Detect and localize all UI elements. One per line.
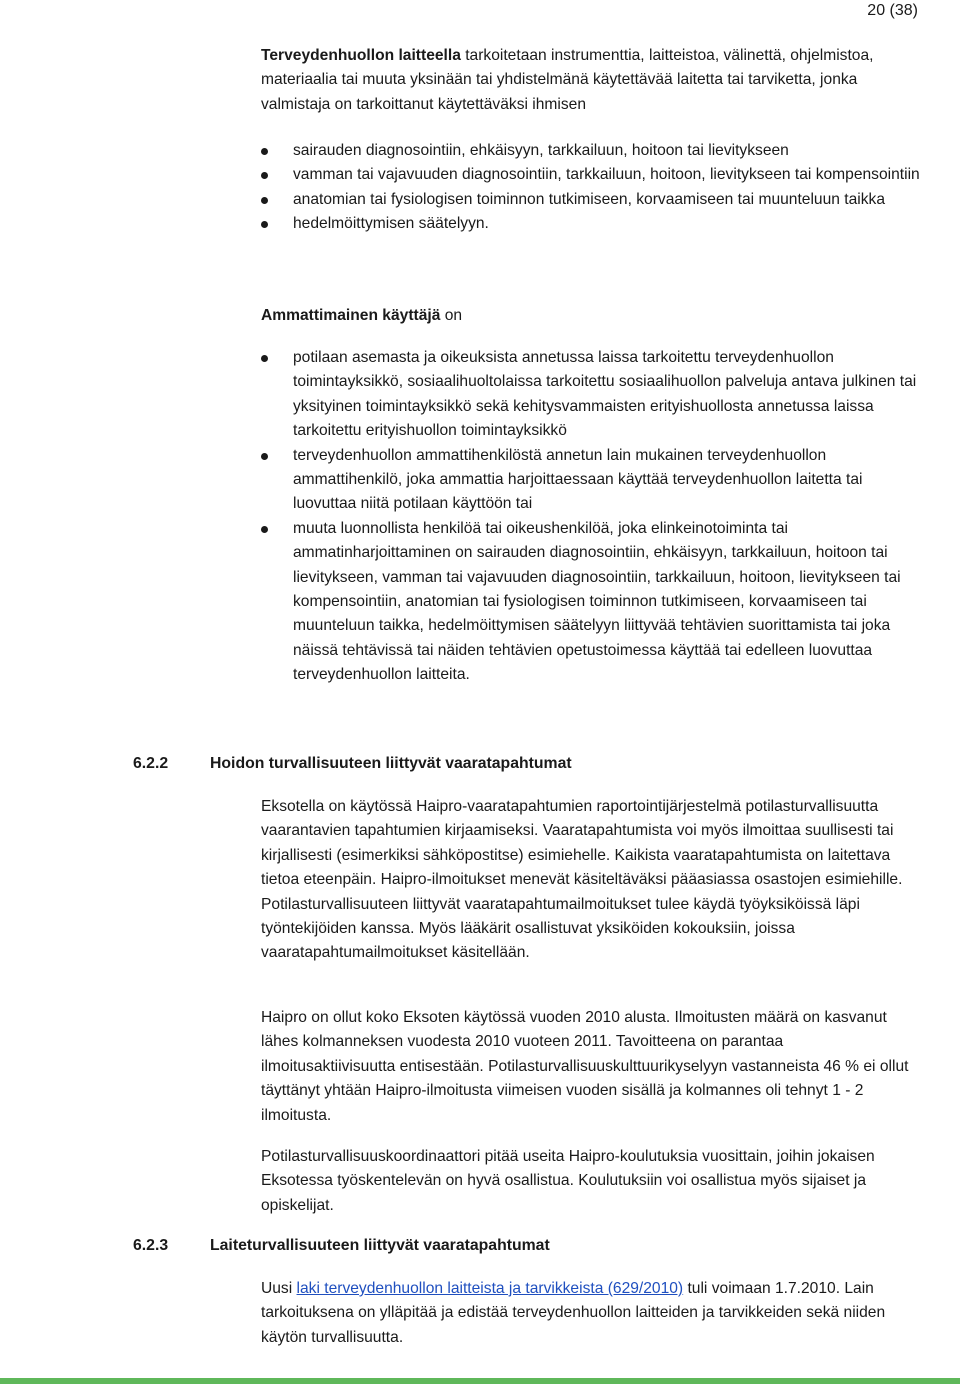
list-item-text: muuta luonnollista henkilöä tai oikeushenkilöä, joka elinkeinotoiminta tai ammatinharjoittaminen on sairauden diagnosointiin, ehkäisyyn, tarkkailuun, hoitoon tai lievitykseen, vamman tai vajavuuden diagnosointiin, tarkkailuun, hoitoon, lievitykseen tai kompensointiin, anatomian tai fysiologisen toiminnon tutkimiseen, korvaamiseen tai muunteluun taikka, hedelmöittymisen säätelyyn liittyvää tehtävien suorittamista tai joka näissä tehtävissä tai näiden tehtävien opetustoimessa käyttää tai edelleen luovuttaa terveydenhuollon laitteita. (293, 519, 901, 684)
list-item-text: potilaan asemasta ja oikeuksista annetussa laissa tarkoitettu terveydenhuollon toimintayksikkö, sosiaalihuoltolaissa tarkoitettu sosiaalihuollon palveluja antava julkinen tai yksityinen toimintayksikkö sekä kehitysvammaisten erityishuollosta annetussa laissa tarkoitettu erityishuollon toimintayksikkö (293, 349, 917, 440)
list-item (261, 188, 921, 212)
section-number: 6.2.2 (133, 755, 169, 772)
list-item (261, 212, 921, 236)
professional-user-definition (261, 304, 921, 328)
list-item-text: terveydenhuollon ammattihenkilöstä annetun lain mukainen terveydenhuollon ammattihenkilö, joka ammattia harjoittaessaan käyttää terveydenhuollon laitetta tai luovuttaa niitä potilaan käyttöön tai (293, 446, 863, 513)
paragraph-text: Uusi (261, 1280, 297, 1297)
list-item (261, 139, 921, 163)
section-title: Laiteturvallisuuteen liittyvät vaaratapahtumat (210, 1237, 550, 1254)
paragraph-text: Eksotella on käytössä Haipro-vaaratapahtumien raportointijärjestelmä potilasturvallisuutta vaarantavien tapahtumien kirjaamiseksi. Vaaratapahtumista voi myös ilmoittaa suullisesti tai kirjallisesti (esimerkiksi sähköpostitse) esimiehelle. Kaikista vaaratapahtumista on laitettava tietoa eteenpäin. Haipro-ilmoitukset menevät käsiteltäväksi pääasiassa osastojen esimiehille. Potilasturvallisuuteen liittyvät vaaratapahtumailmoitukset tulee käydä työyksiköissä läpi työntekijöiden kanssa. Myös lääkärit osallistuvat yksiköiden kokouksiin, joissa vaaratapahtumailmoitukset käsitellään. (261, 798, 903, 962)
law-link[interactable]: laki terveydenhuollon laitteista ja tarvikkeista (629/2010) (296, 1280, 684, 1297)
intro-term: Terveydenhuollon laitteella (261, 47, 461, 64)
definition-term: Ammattimainen käyttäjä (261, 307, 441, 324)
list-item-text: vamman tai vajavuuden diagnosointiin, tarkkailuun, hoitoon, lievitykseen tai kompensointiin (293, 166, 920, 184)
section-heading-6-2-2 (133, 755, 572, 773)
professional-user-list (261, 346, 921, 688)
paragraph-text: Haipro on ollut koko Eksoten käytössä vuoden 2010 alusta. Ilmoitusten määrä on kasvanut lähes kolmanneksen vuodesta 2010 vuoteen 2011. Tavoitteena on parantaa ilmoitusaktiivisuutta entisestään. Potilasturvallisuuskulttuurikyselyyn vastanneista 46 % ei ollut täyttänyt yhtään Haipro-ilmoitusta viimeisen vuoden sisällä ja kolmannes oli tehnyt 1 - 2 ilmoitusta. (261, 1009, 909, 1124)
intro-text: tarkoitetaan instrumenttia, laitteistoa, välinettä, ohjelmistoa, materiaalia tai muuta yksinään tai yhdistelmänä käytettävää laitetta tai tarviketta, jonka valmistaja on tarkoittanut käytettäväksi ihmisen (261, 47, 874, 113)
device-purpose-list (261, 139, 921, 237)
footer-bar (0, 1378, 960, 1384)
definition-text: on (440, 307, 463, 324)
bullet-icon (261, 526, 268, 533)
bullet-icon (261, 355, 268, 362)
list-item (261, 346, 921, 444)
paragraph-text: tuli voimaan 1.7.2010. Lain tarkoituksena on ylläpitää ja edistää terveydenhuollon laitteiden ja tarvikkeiden sekä niiden käytön turvallisuutta. (261, 1280, 886, 1346)
intro-paragraph (261, 44, 921, 117)
paragraph (261, 1277, 921, 1350)
paragraph (261, 795, 921, 966)
list-item (261, 444, 921, 517)
list-item (261, 163, 921, 187)
bullet-icon (261, 197, 268, 204)
list-item-text: hedelmöittymisen säätelyyn. (293, 215, 489, 233)
list-item-text: anatomian tai fysiologisen toiminnon tutkimiseen, korvaamiseen tai muunteluun taikka (293, 190, 886, 208)
section-heading-6-2-3 (133, 1237, 550, 1255)
section-title: Hoidon turvallisuuteen liittyvät vaaratapahtumat (210, 755, 572, 772)
paragraph (261, 1006, 921, 1128)
paragraph-text: Potilasturvallisuuskoordinaattori pitää useita Haipro-koulutuksia vuosittain, joihin jokaisen Eksotessa työskentelevän on hyvä osallistua. Koulutuksiin voi osallistua myös sijaiset ja opiskelijat. (261, 1148, 875, 1214)
page-number: 20 (38) (867, 2, 918, 19)
bullet-icon (261, 221, 268, 228)
bullet-icon (261, 172, 268, 179)
list-item-text: sairauden diagnosointiin, ehkäisyyn, tarkkailuun, hoitoon tai lievitykseen (293, 142, 789, 159)
bullet-icon (261, 453, 268, 460)
section-number: 6.2.3 (133, 1237, 169, 1254)
list-item (261, 517, 921, 688)
paragraph (261, 1145, 921, 1218)
bullet-icon (261, 148, 268, 155)
